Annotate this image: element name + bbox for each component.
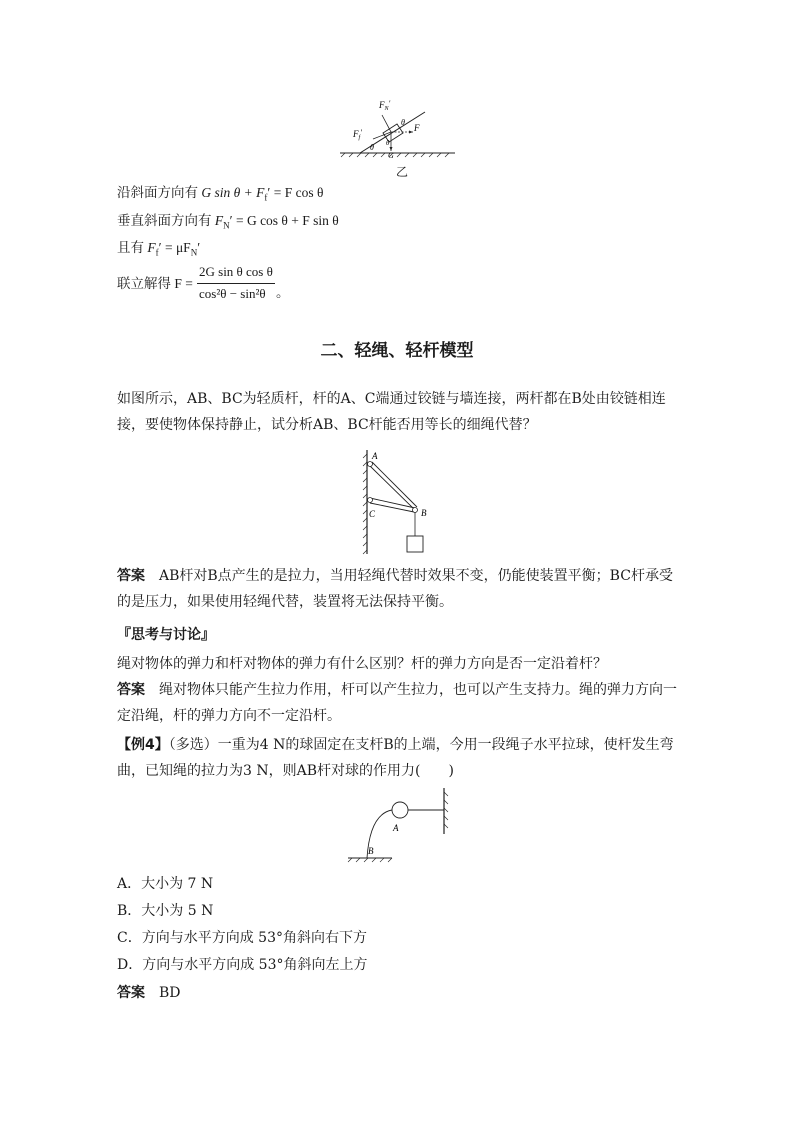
think-discuss-title: 『思考与讨论』 xyxy=(117,627,215,643)
equation-4-denominator: cos²θ − sin²θ xyxy=(199,286,266,301)
equation-1: 沿斜面方向有 G $\sin \theta + F_f' = F$ cos θ xyxy=(117,185,324,203)
figure-caption: 乙 xyxy=(396,165,409,179)
label-theta-mid: θ xyxy=(386,139,390,147)
label-g: G xyxy=(388,151,394,160)
label-fn: $F_N'$ xyxy=(379,99,391,112)
think-answer: 答案 绳对物体只能产生拉力作用，杆可以产生拉力，也可以产生支持力。绳的弹力方向一定沿绳，杆的弹力方向不一定沿杆。 xyxy=(117,682,677,724)
label-theta-left: θ xyxy=(370,143,374,152)
answer-1: 答案 AB杆对B点产生的是拉力，当用轻绳代替时效果不变，仍能使装置平衡；BC杆承受的是压力，如果使用轻绳代替，装置将无法保持平衡。 xyxy=(117,568,673,610)
option-b: B．大小为 5 N xyxy=(117,903,214,919)
figure-ball-rod xyxy=(342,786,452,864)
label-theta-top: θ xyxy=(401,118,405,127)
equation-4-numerator: 2G sin θ cos θ xyxy=(199,264,273,279)
example-4: 【例4】（多选）一重为4 N的球固定在支杆B的上端，今用一段绳子水平拉球，使杆发生弯曲，已知绳的拉力为3 N，则AB杆对球的作用力( ) xyxy=(117,737,674,779)
option-d: D．方向与水平方向成 53°角斜向左上方 xyxy=(117,957,368,973)
intro-paragraph: 如图所示，AB、BC为轻质杆，杆的A、C端通过铰链与墙连接，两杆都在B处由铰链相连接，要使物体保持静止，试分析AB、BC杆能否用等长的细绳代替？ xyxy=(117,391,666,433)
option-c: C．方向与水平方向成 53°角斜向右下方 xyxy=(117,930,367,946)
answer-2: 答案 BD xyxy=(117,985,181,1001)
label-b: B xyxy=(421,508,427,518)
label-f-arrow: F xyxy=(414,123,420,133)
equation-4-prefix: 联立解得 F = xyxy=(117,276,193,291)
label-a: A xyxy=(372,451,378,461)
equation-2: 垂直斜面方向有 $F_N' = G$ cos θ + F sin θ xyxy=(117,213,339,231)
equation-4-end: 。 xyxy=(276,285,290,301)
label-c: C xyxy=(369,509,376,519)
label-b: B xyxy=(368,846,374,856)
fraction-bar xyxy=(197,283,275,284)
option-a: A．大小为 7 N xyxy=(117,876,214,892)
figure-rods-wall xyxy=(358,448,438,558)
think-question: 绳对物体的弹力和杆对物体的弹力有什么区别？杆的弹力方向是否一定沿着杆？ xyxy=(117,656,607,672)
label-a: A xyxy=(393,823,399,833)
section-title: 二、轻绳、轻杆模型 xyxy=(320,341,474,361)
equation-3: 且有 $F_f' = \mu F_N'$ xyxy=(117,240,201,258)
label-ff: $F_f'$ xyxy=(353,128,362,141)
